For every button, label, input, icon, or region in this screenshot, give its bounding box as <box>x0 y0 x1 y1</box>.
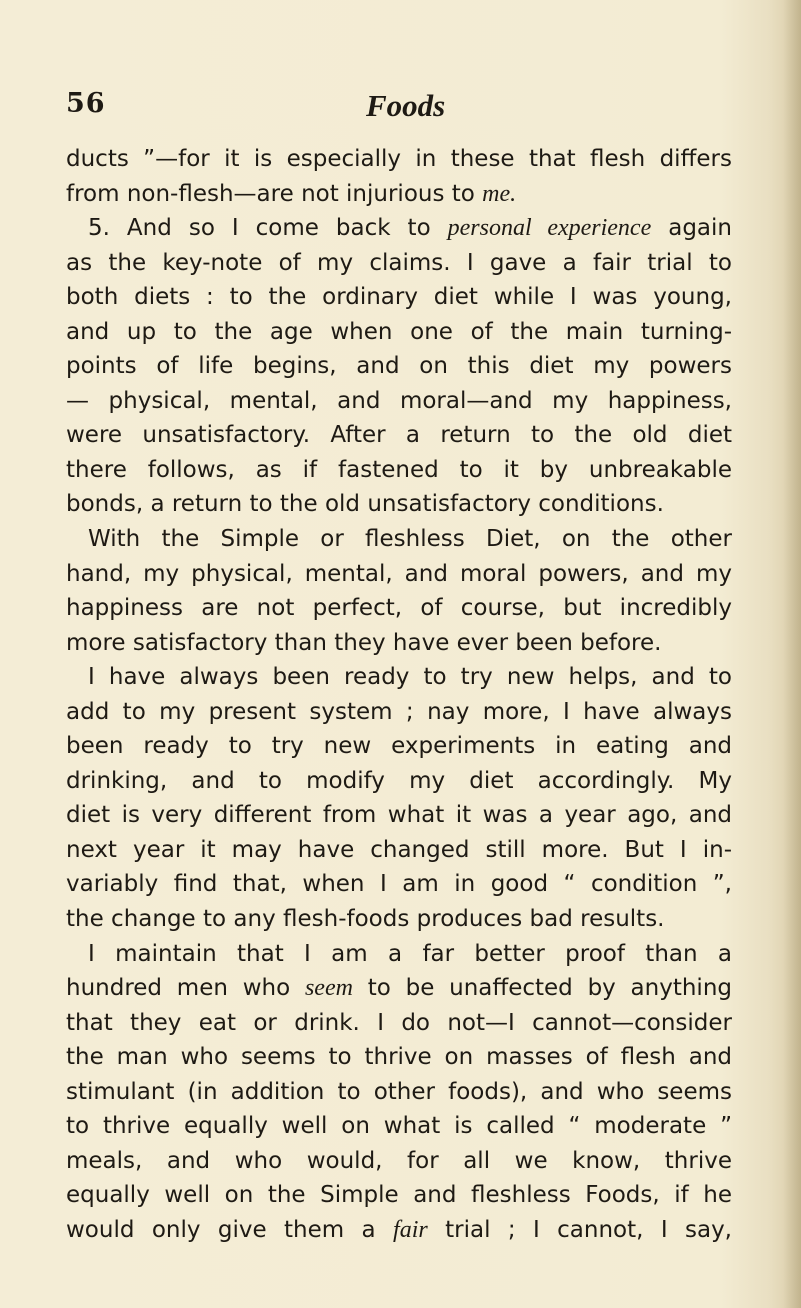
text-segment: there follows, as if fastened to it by unbreakable <box>66 456 732 483</box>
italic-text: me. <box>482 180 517 207</box>
text-line <box>66 1040 732 1075</box>
text-line <box>66 971 732 1006</box>
text-segment: were unsatisfactory. After a return to the old diet <box>66 422 732 449</box>
text-line <box>66 591 732 626</box>
text-line <box>66 1178 732 1213</box>
text-line <box>66 280 732 315</box>
text-line <box>66 315 732 350</box>
text-line <box>66 626 732 661</box>
text-line <box>66 1075 732 1110</box>
text-line <box>66 211 732 246</box>
text-line <box>66 1213 732 1248</box>
text-segment: the change to any flesh-foods produces bad results. <box>66 906 665 933</box>
text-segment: ducts ”—for it is especially in these that flesh differs <box>66 146 732 172</box>
text-segment: stimulant (in addition to other foods), and who seems <box>66 1078 732 1105</box>
text-segment: bonds, a return to the old unsatisfactory conditions. <box>66 491 664 518</box>
text-segment: would only give them a <box>66 1216 394 1243</box>
text-segment: add to my present system ; nay more, I have always <box>66 698 732 725</box>
page-number: 56 <box>66 88 106 119</box>
page-header <box>66 88 746 128</box>
text-line <box>66 177 732 212</box>
text-line <box>66 246 732 281</box>
text-segment: to be unaffected by anything <box>352 975 732 1002</box>
text-segment: as the key-note of my claims. I gave a fair trial to <box>66 249 732 276</box>
text-segment: happiness are not perfect, of course, but incredibly <box>66 595 732 622</box>
text-line <box>66 695 732 730</box>
text-segment: the man who seems to thrive on masses of flesh and <box>66 1044 732 1071</box>
text-segment: that they eat or drink. I do not—I cannot—consider <box>66 1009 732 1036</box>
text-line <box>66 867 732 902</box>
text-segment: drinking, and to modify my diet accordingly. My <box>66 767 732 794</box>
text-line <box>66 522 732 557</box>
text-segment: and up to the age when one of the main turning- <box>66 318 732 345</box>
text-line <box>66 557 732 592</box>
text-line <box>66 418 732 453</box>
text-segment: points of life begins, and on this diet my powers <box>66 353 732 380</box>
italic-text: seem <box>304 975 353 1002</box>
text-segment: hundred men who <box>66 975 305 1002</box>
text-line <box>66 937 732 972</box>
text-line <box>66 1144 732 1179</box>
text-segment: I have always been ready to try new helps, and to <box>88 664 732 691</box>
text-segment: — physical, mental, and moral—and my happiness, <box>66 387 732 414</box>
text-line <box>66 902 732 937</box>
text-segment: hand, my physical, mental, and moral powers, and my <box>66 560 732 587</box>
text-segment: from non-flesh—are not injurious to <box>66 180 483 207</box>
text-segment: With the Simple or fleshless Diet, on the other <box>88 526 732 553</box>
text-segment: variably find that, when I am in good “ condition ”, <box>66 871 732 898</box>
body-text <box>66 142 732 1248</box>
text-line <box>66 660 732 695</box>
italic-text: fair <box>393 1216 428 1243</box>
text-line <box>66 798 732 833</box>
text-line <box>66 384 732 419</box>
text-line <box>66 487 732 522</box>
text-line <box>66 1109 732 1144</box>
text-line <box>66 142 732 177</box>
text-line <box>66 453 732 488</box>
text-line <box>66 729 732 764</box>
italic-text: personal experience <box>447 215 652 242</box>
text-segment: diet is very different from what it was a year ago, and <box>66 802 732 829</box>
text-segment: more satisfactory than they have ever been before. <box>66 629 662 656</box>
text-segment: been ready to try new experiments in eating and <box>66 733 732 760</box>
running-head: Foods <box>366 88 446 123</box>
text-line <box>66 833 732 868</box>
text-segment: next year it may have changed still more. But I in- <box>66 836 732 863</box>
text-segment: again <box>651 215 732 242</box>
text-line <box>66 349 732 384</box>
text-segment: I maintain that I am a far better proof than a <box>88 940 732 967</box>
text-segment: meals, and who would, for all we know, thrive <box>66 1147 732 1174</box>
text-segment: trial ; I cannot, I say, <box>427 1216 732 1243</box>
text-segment: 5. And so I come back to <box>88 215 448 242</box>
text-segment: to thrive equally well on what is called “ moderate ” <box>66 1113 732 1140</box>
text-line <box>66 1006 732 1041</box>
text-line <box>66 764 732 799</box>
page-edge-shadow <box>783 0 801 1308</box>
text-segment: equally well on the Simple and fleshless Foods, if he <box>66 1182 732 1209</box>
text-segment: both diets : to the ordinary diet while I was young, <box>66 284 732 311</box>
